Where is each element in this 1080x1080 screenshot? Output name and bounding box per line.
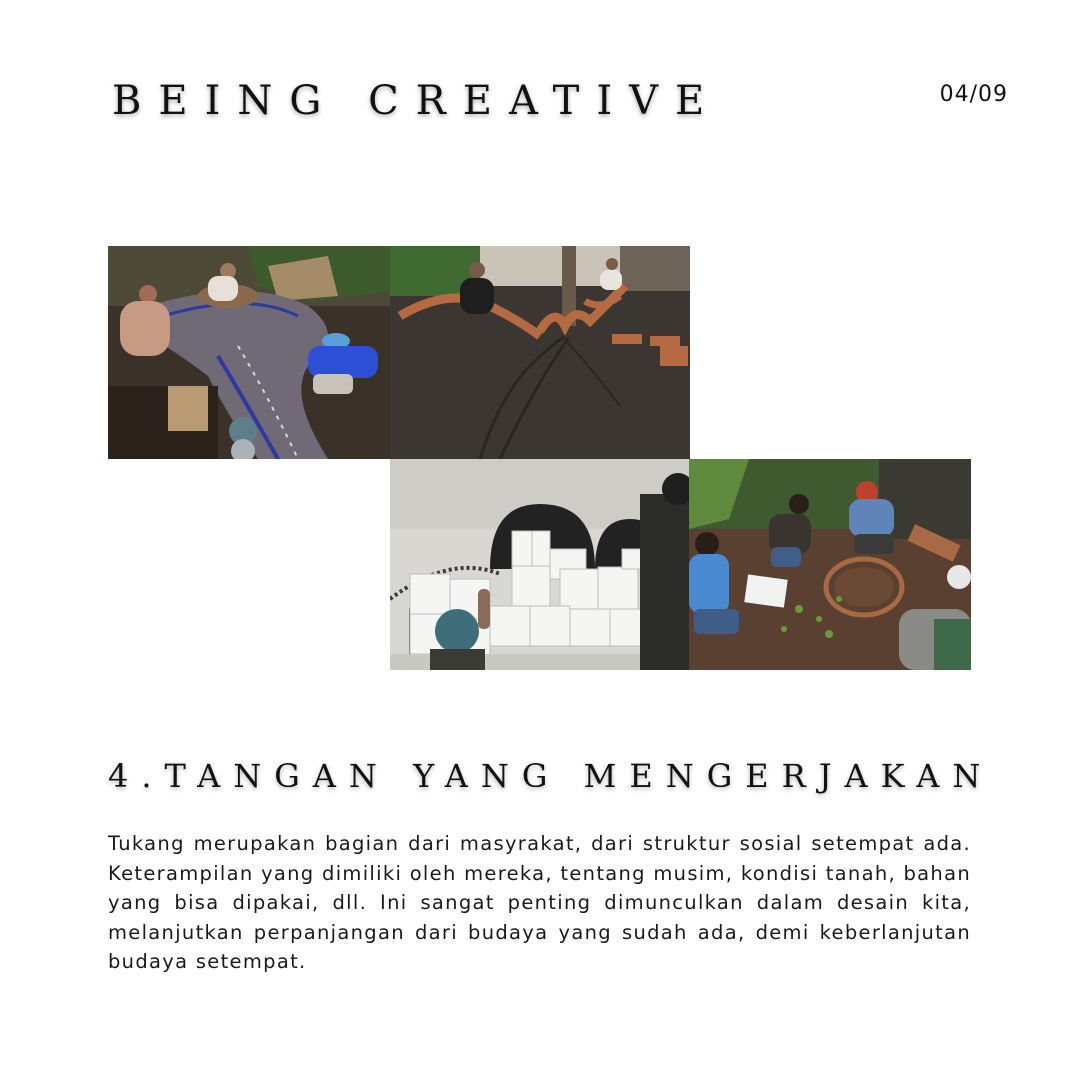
- page-title: BEING CREATIVE: [112, 78, 722, 124]
- photo-brick-garden-layout: [390, 246, 690, 459]
- page-number: 04/09: [939, 82, 1008, 107]
- section-body-text: Tukang merupakan bagian dari masyrakat, dari struktur sosial setempat ada. Keterampilan yang dimiliki oleh mereka, tentang musim, kondisi tanah, bahan yang bisa dipakai, dll. Ini sangat penting dimunculkan dalam desain kita, melanjutkan perpanjangan dari budaya yang sudah ada, demi keberlanjutan budaya setempat.: [108, 832, 971, 973]
- photo-workers-planning-circle: [689, 459, 971, 670]
- photo-mosaic-path-work: [108, 246, 390, 459]
- photo-tile-wall-mural: [390, 459, 689, 670]
- section-title: 4.TANGAN YANG MENGERJAKAN: [108, 757, 994, 795]
